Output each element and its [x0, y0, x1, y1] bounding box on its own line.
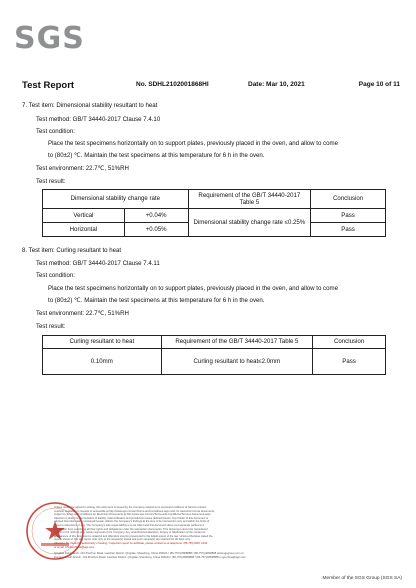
sgs-logo-text: SGS: [14, 21, 85, 56]
s8-condition-line2: to (80±2) ℃. Maintain the test specimens at this temperature for 6 h in the oven.: [48, 297, 265, 304]
s7-requirement: Dimensional stability change rate ≤0.25%: [188, 209, 311, 237]
s8-col1-header: Curling resultant to heat: [43, 336, 162, 349]
table-header-row: [43, 336, 386, 349]
footer-line: results shown in this test report refer only to the sample(s) tested and such sample(s) are retained for 30 days only.: [54, 538, 191, 542]
report-number: No. SDHL2102001868HI: [136, 81, 209, 88]
s7-row-vertical-conclusion: Pass: [311, 209, 386, 223]
s8-conclusion: Pass: [313, 349, 386, 375]
s7-row-horizontal-conclusion: Pass: [311, 223, 386, 237]
s8-requirement: Curling resultant to heat≤2.0mm: [161, 349, 313, 375]
s8-test-method: Test method: GB/T 34440-2017 Clause 7.4.11: [36, 260, 160, 267]
table-row: [43, 349, 386, 375]
footer-address: Dongguan Sub-branch, 143 Zhuzhou Road, Laoshan District, Qingdao, Shandong, China 266101 t (86-757)22808888 f (86-757)22808888 e sgs.china@sgs.com: [54, 555, 246, 559]
s8-col3-header: Conclusion: [313, 336, 386, 349]
footer-line: subject to Terms and Conditions for Electronic Documents at http://www.sgs.com/en/Terms-and-Conditions/Terms-e-Document.aspx.: [54, 513, 212, 517]
footer-line: Attention is drawn to the limitation of liability, indemnification and jurisdiction issues defined therein. Any holder of this document is: [54, 516, 209, 520]
s8-value: 0.10mm: [43, 349, 162, 375]
footer-line: Unless otherwise agreed in writing, this document is issued by the Company subject to its General Conditions of Service printed: [54, 506, 206, 509]
s7-row-vertical-name: Vertical: [43, 209, 125, 223]
s8-col2-header: Requirement of the GB/T 34440-2017 Table 5: [161, 336, 313, 349]
footer-line: appearance of this document is unlawful and offenders may be prosecuted to the fullest extent of the law. Unless otherwise stated the: [54, 534, 213, 538]
s7-col3-header: Conclusion: [311, 190, 386, 209]
table-header-row: [43, 190, 386, 209]
footer-address: Qingdao Sub-branch, 143 Zhuzhou Road, Laoshan District, Qingdao, Shandong, China 266101 t (86-757)22808888 f (86-757)22808888 www.sgsgroup.com.cn: [54, 552, 244, 556]
s7-row-horizontal-value: +0.05%: [124, 223, 188, 237]
footer-line: except in full, without prior written approval of the Company. Any unauthorized alteration, forgery or falsification of the content or: [54, 531, 206, 535]
s8-result-label: Test result:: [36, 323, 66, 330]
s7-col2-header: Requirement of the GB/T 34440-2017 Table 5: [188, 190, 311, 209]
page-number: Page 10 of 11: [358, 81, 400, 88]
s7-condition-label: Test condition:: [36, 128, 75, 135]
s8-test-item: 8. Test item: Curling resultant to heat: [22, 247, 122, 254]
s7-test-method: Test method: GB/T 34440-2017 Clause 7.4.10: [36, 116, 161, 123]
footer-email: or email: CN.Doccheck@sgs.com: [54, 545, 95, 549]
footer-line: transaction from exercising all their rights and obligations under the transaction documents. This document cannot be reproduced: [54, 527, 208, 531]
s7-result-table: [42, 189, 386, 237]
footer-attention: Attention: To check the authenticity of testing / inspection report & certificate, please contact us at telephone: (86-755) 8307 1443,: [54, 541, 208, 545]
s8-result-table: [42, 335, 386, 375]
s8-environment: Test environment: 22.7℃, 51%RH: [36, 310, 129, 317]
s7-condition-line1: Place the test specimens horizontally on to support plates, previously placed in the oven, and allow to come: [48, 140, 338, 147]
s7-environment: Test environment: 22.7℃, 51%RH: [36, 165, 129, 172]
s7-row-vertical-value: +0.04%: [124, 209, 188, 223]
s8-condition-line1: Place the test specimens horizontally on to support plates, previously placed in the oven, and allow to come: [48, 285, 338, 292]
footer-line: overleaf, available on request or accessible at http://www.sgs.com/en/Terms-and-Conditions.aspx and, for electronic format documents,: [54, 509, 215, 513]
report-date: Date: Mar 10, 2021: [248, 81, 305, 88]
footer-line: advised that information contained hereon reflects the Company's findings at the time of its intervention only and within the limits of: [54, 520, 210, 524]
report-title: Test Report: [22, 80, 75, 91]
s7-test-item: 7. Test item: Dimensional stability resultant to heat: [22, 102, 158, 109]
s8-condition-label: Test condition:: [36, 272, 75, 279]
sgs-logo: [14, 22, 108, 56]
s7-row-horizontal-name: Horizontal: [43, 223, 125, 237]
sgs-member-note: Member of the SGS Group (SGS SA): [322, 576, 402, 581]
legal-footer: [54, 506, 364, 559]
report-header: [22, 80, 404, 92]
table-row: [43, 209, 386, 223]
footer-line: Client's instructions, if any. The Company's sole responsibility is to its Client and this document does not exonerate parties to a: [54, 523, 205, 527]
s7-condition-line2: to (80±2) ℃. Maintain the test specimens at this temperature for 6 h in the oven.: [48, 152, 265, 159]
s7-result-label: Test result:: [36, 178, 66, 185]
s7-col1-header: Dimensional stability change rate: [43, 190, 189, 209]
